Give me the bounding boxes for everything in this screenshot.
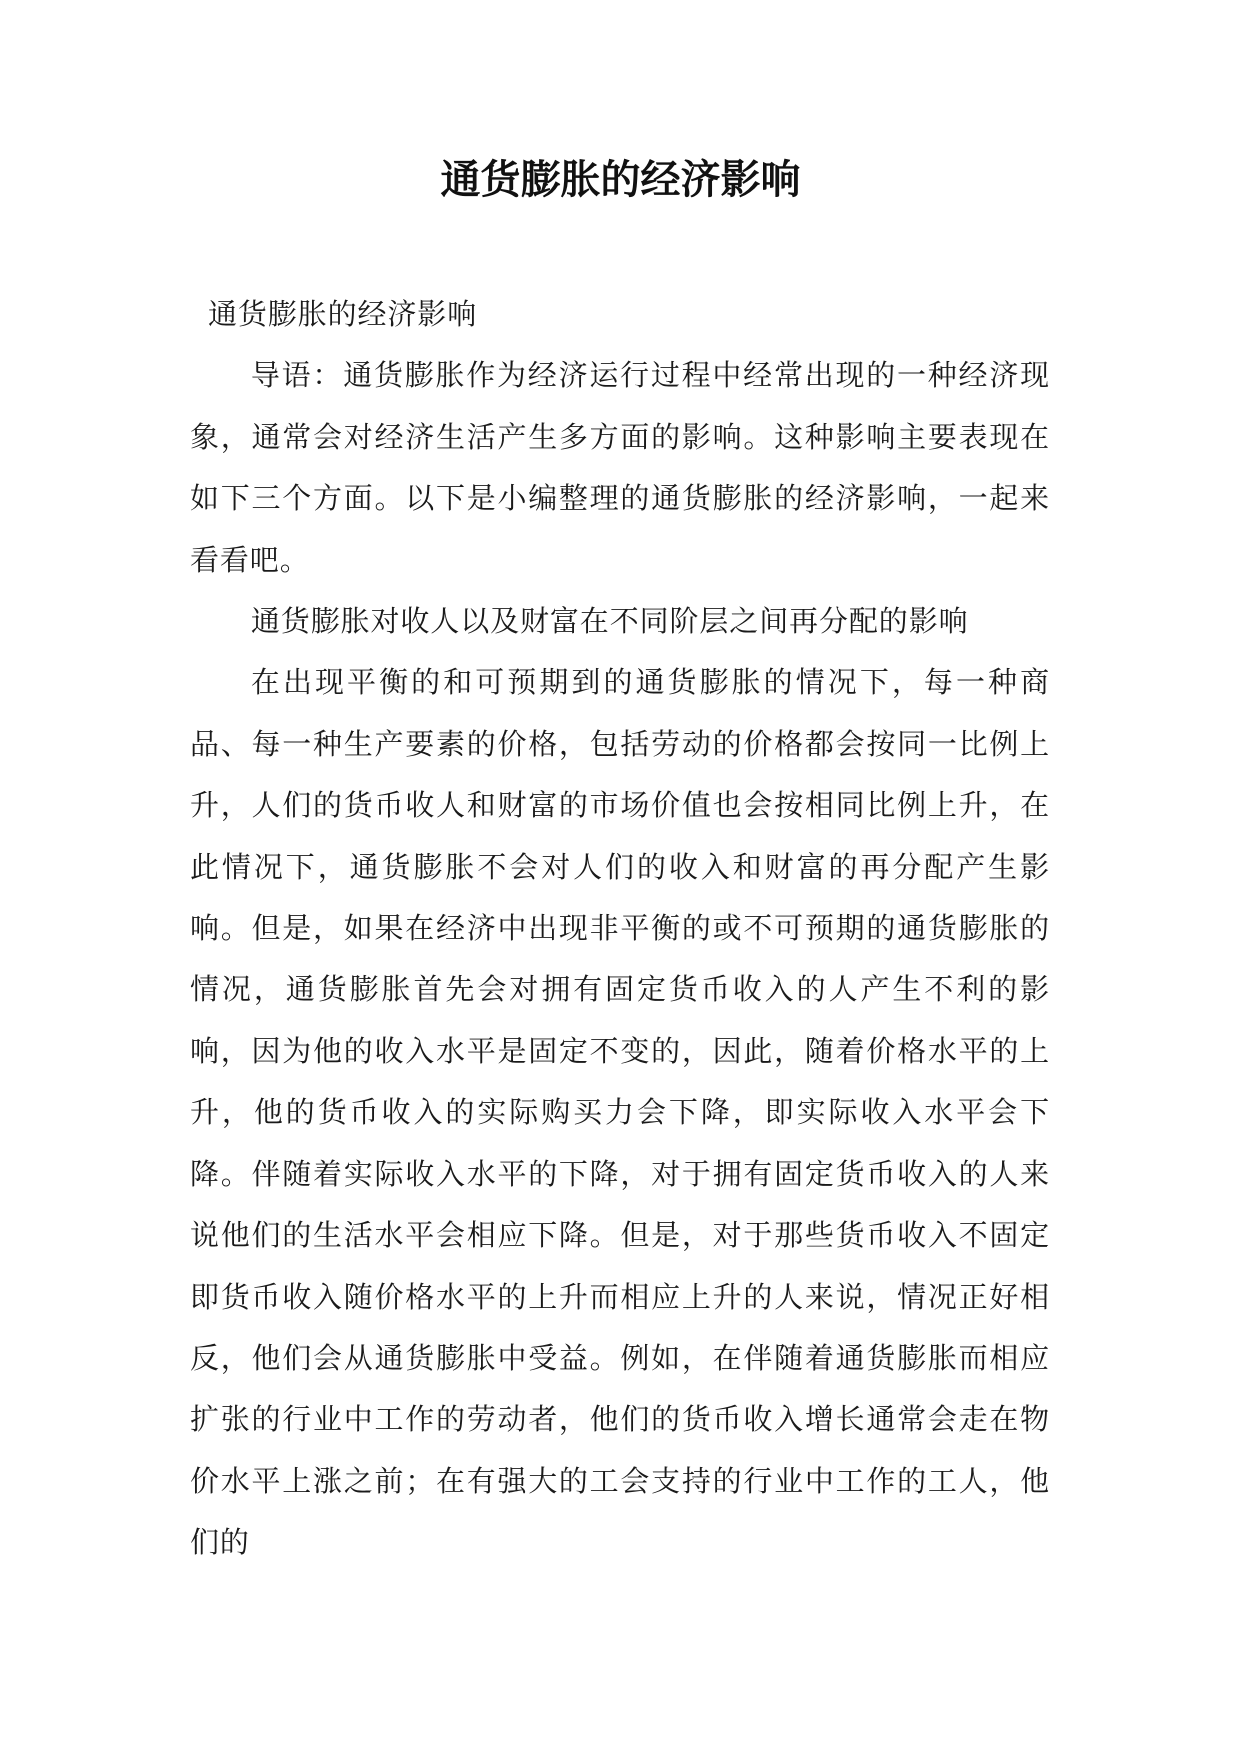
- body-paragraph: 在出现平衡的和可预期到的通货膨胀的情况下，每一种商品、每一种生产要素的价格，包括劳动的价格都会按同一比例上升，人们的货币收人和财富的市场价值也会按相同比例上升，在此情况下，通货膨胀不会对人们的收入和财富的再分配产生影响。但是，如果在经济中出现非平衡的或不可预期的通货膨胀的情况，通货膨胀首先会对拥有固定货币收入的人产生不利的影响，因为他的收入水平是固定不变的，因此，随着价格水平的上升，他的货币收入的实际购买力会下降，即实际收入水平会下降。伴随着实际收入水平的下降，对于拥有固定货币收入的人来说他们的生活水平会相应下降。但是，对于那些货币收入不固定即货币收入随价格水平的上升而相应上升的人来说，情况正好相反，他们会从通货膨胀中受益。例如，在伴随着通货膨胀而相应扩张的行业中工作的劳动者，他们的货币收入增长通常会走在物价水平上涨之前；在有强大的工会支持的行业中工作的工人，他们的: [190, 665, 1050, 1560]
- document-subtitle: 通货膨胀的经济影响: [208, 297, 478, 331]
- document-title: 通货膨胀的经济影响: [440, 156, 801, 203]
- intro-paragraph: 导语：通货膨胀作为经济运行过程中经常出现的一种经济现象，通常会对经济生活产生多方面的影响。这种影响主要表现在如下三个方面。以下是小编整理的通货膨胀的经济影响，一起来看看吧。: [190, 358, 1050, 577]
- section-heading: 通货膨胀对收人以及财富在不同阶层之间再分配的影响: [250, 604, 969, 639]
- document-body: [190, 284, 1050, 1574]
